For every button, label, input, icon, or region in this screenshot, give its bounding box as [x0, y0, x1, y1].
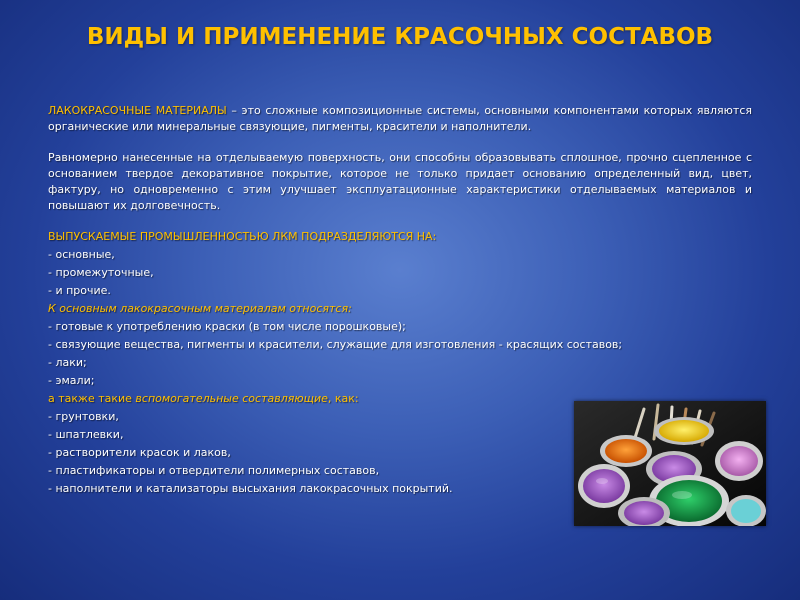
slide-title: ВИДЫ И ПРИМЕНЕНИЕ КРАСОЧНЫХ СОСТАВОВ [86, 24, 714, 50]
section3-suffix: , как: [327, 392, 359, 405]
list-item: - наполнители и катализаторы высыхания лакокрасочных покрытий. [48, 482, 453, 495]
definition-text: – это сложные композиционные системы, основными компонентами которых являются органические или минеральные связующие, пигменты, красители и наполнители. [48, 104, 752, 133]
section1-list [48, 247, 752, 299]
list-item: - шпатлевки, [48, 428, 124, 441]
definition-lead: ЛАКОКРАСОЧНЫЕ МАТЕРИАЛЫ [48, 104, 227, 117]
list-item: - связующие вещества, пигменты и красители, служащие для изготовления - красящих составов; [48, 338, 623, 351]
paragraph-description: Равномерно нанесенные на отделываемую поверхность, они способны образовывать сплошное, прочно сцепленное с основанием твердое декоративное покрытие, которое не только придает основанию определенный вид, цвет, фактуру, но одновременно с этим улучшает эксплуатационные характеристики отделываемых материалов и повышают их долговечность. [48, 151, 752, 212]
list-item: - эмали; [48, 374, 95, 387]
section1-heading: ВЫПУСКАЕМЫЕ ПРОМЫШЛЕННОСТЬЮ ЛКМ ПОДРАЗДЕЛЯЮТСЯ НА: [48, 230, 437, 243]
list-item: - грунтовки, [48, 410, 119, 423]
list-item: - пластификаторы и отвердители полимерных составов, [48, 464, 380, 477]
list-item: - готовые к употреблению краски (в том числе порошковые); [48, 320, 406, 333]
section2-heading: К основным лакокрасочным материалам относятся: [48, 302, 352, 315]
list-item: - основные, [48, 248, 115, 261]
section3-prefix: а также такие [48, 392, 136, 405]
paragraph-definition [48, 103, 752, 135]
section3-emphasis: вспомогательные составляющие [135, 392, 328, 405]
list-item: - и прочие. [48, 284, 111, 297]
paint-cans-image [574, 401, 766, 526]
paint-cans-photo [574, 401, 766, 526]
section2-list [48, 319, 752, 389]
list-item: - промежуточные, [48, 266, 154, 279]
list-item: - лаки; [48, 356, 87, 369]
list-item: - растворители красок и лаков, [48, 446, 231, 459]
